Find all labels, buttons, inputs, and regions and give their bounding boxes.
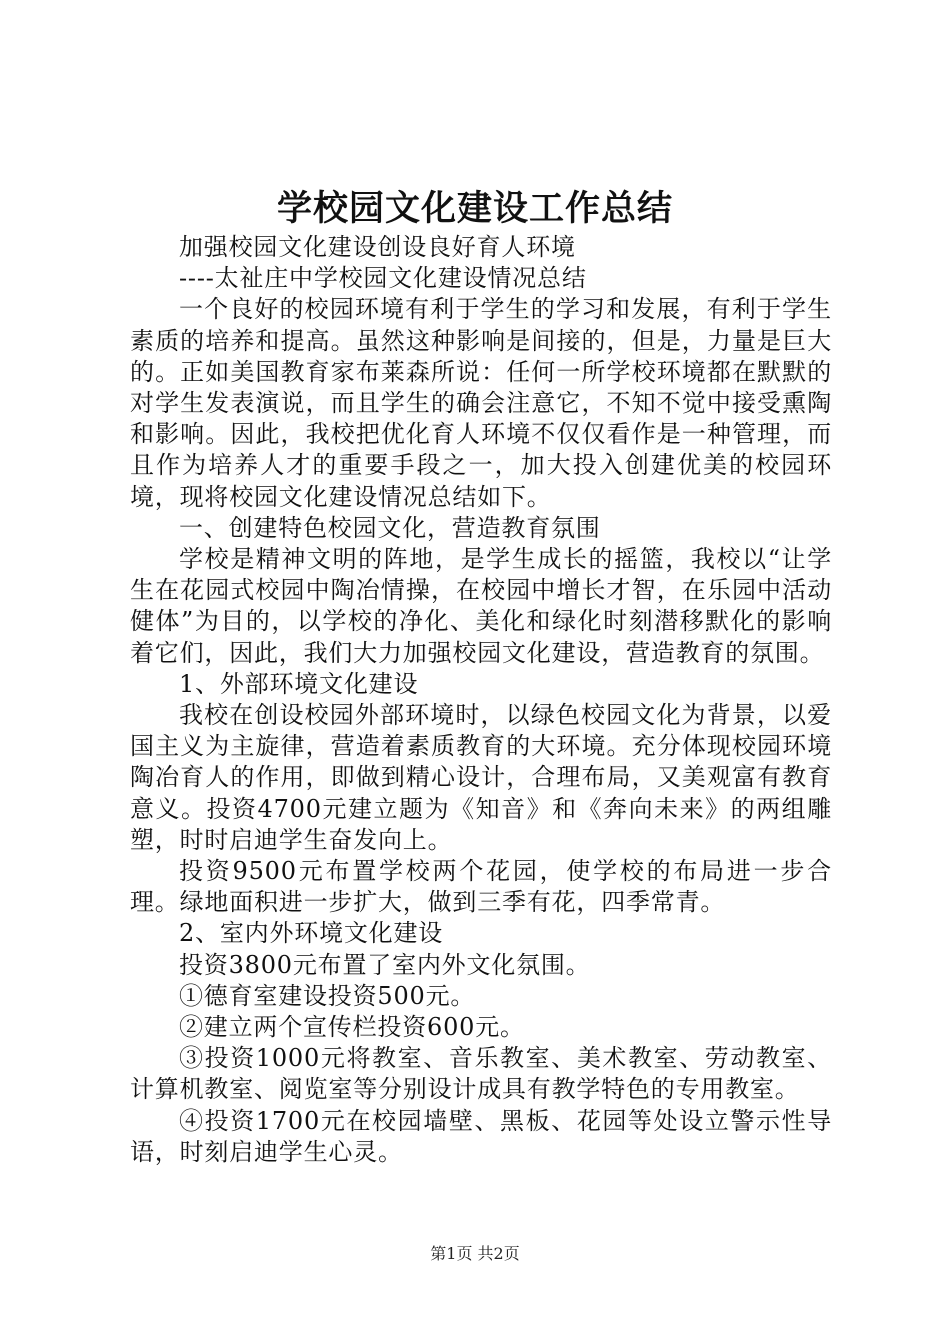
- list-item: ②建立两个宣传栏投资600元。: [179, 1013, 525, 1042]
- document-title: 学校园文化建设工作总结: [276, 188, 673, 229]
- list-item: ①德育室建设投资500元。: [179, 981, 476, 1010]
- paragraph: 我校在创设校园外部环境时，以绿色校园文化为背景，以爱国主义为主旋律，营造着素质教育的大环境。充分体现校园环境陶冶育人的作用，即做到精心设计，合理布局，又美观富有教育意义。投资4700元建立题为《知音》和《奔向未来》的两组雕塑，时时启迪学生奋发向上。: [130, 701, 832, 854]
- paragraph-subtitle-source: ----太祉庄中学校园文化建设情况总结: [179, 264, 587, 293]
- paragraph: 一个良好的校园环境有利于学生的学习和发展，有利于学生素质的培养和提高。虽然这种影响是间接的，但是，力量是巨大的。正如美国教育家布莱森所说：任何一所学校环境都在默默的对学生发表演说，而且学生的确会注意它，不知不觉中接受熏陶和影响。因此，我校把优化育人环境不仅仅看作是一种管理，而且作为培养人才的重要手段之一，加大投入创建优美的校园环境，现将校园文化建设情况总结如下。: [130, 295, 832, 511]
- paragraph: 投资9500元布置学校两个花园，使学校的布局进一步合理。绿地面积进一步扩大，做到三季有花，四季常青。: [130, 857, 832, 917]
- paragraph: 学校是精神文明的阵地，是学生成长的摇篮，我校以“让学生在花园式校园中陶冶情操，在校园中增长才智，在乐园中活动健体”为目的，以学校的净化、美化和绿化时刻潜移默化的影响着它们，因此，我们大力加强校园文化建设，营造教育的氛围。: [130, 545, 832, 667]
- section-heading: 一、创建特色校园文化，营造教育氛围: [179, 513, 601, 542]
- subsection-heading: 1、外部环境文化建设: [179, 669, 419, 698]
- document-body: [130, 232, 832, 1168]
- paragraph-subtitle: 加强校园文化建设创设良好育人环境: [179, 233, 576, 261]
- list-item: ③投资1000元将教室、音乐教室、美术教室、劳动教室、计算机教室、阅览室等分别设计成具有教学特色的专用教室。: [130, 1044, 832, 1104]
- list-item: ④投资1700元在校园墙壁、黑板、花园等处设立警示性导语，时刻启迪学生心灵。: [130, 1106, 832, 1166]
- page-number-footer: 第1页 共2页: [430, 1244, 520, 1263]
- subsection-heading: 2、室内外环境文化建设: [179, 919, 444, 948]
- paragraph: 投资3800元布置了室内外文化氛围。: [179, 950, 591, 979]
